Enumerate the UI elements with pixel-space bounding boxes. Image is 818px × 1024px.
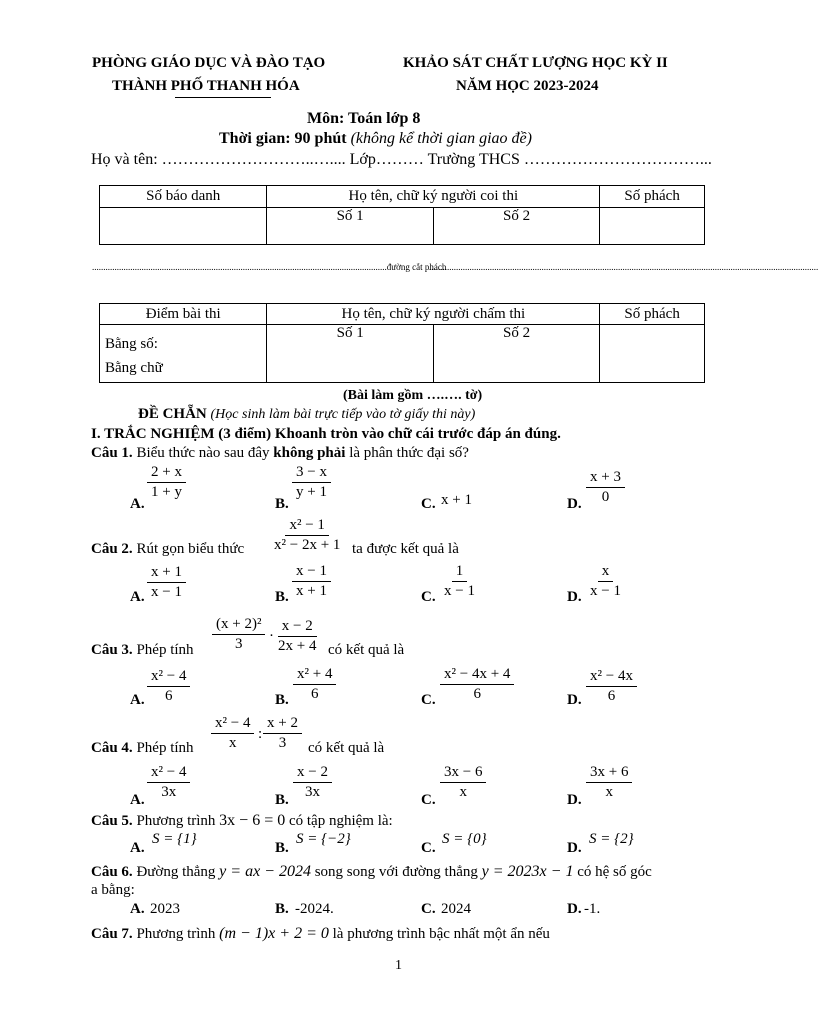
q1-option-b[interactable]: [292, 464, 331, 501]
q6-option-d[interactable]: -1.: [584, 901, 601, 917]
exam-code-line: [138, 406, 475, 423]
q7-text-after: là phương trình bậc nhất một ẩn nếu: [332, 926, 550, 942]
q6-option-b-letter[interactable]: B.: [275, 901, 289, 917]
q1-option-a[interactable]: [147, 464, 186, 501]
q5-option-d[interactable]: S = {2}: [589, 831, 634, 847]
q4-option-b-letter[interactable]: B.: [275, 792, 289, 808]
q3-c-num: x² − 4x + 4: [440, 666, 514, 685]
q4-e2-num: x + 2: [263, 715, 302, 734]
q2-text-after: ta được kết quả là: [352, 541, 459, 557]
q3-text-before: Phép tính: [136, 642, 194, 658]
q2-b-num: x − 1: [292, 563, 331, 582]
q5-option-c-letter[interactable]: C.: [421, 840, 436, 856]
q4-option-a[interactable]: [147, 764, 190, 801]
q4-d-den: x: [605, 784, 613, 800]
q3-expression-2: [274, 618, 320, 655]
q1-text-after: là phân thức đại số?: [349, 445, 469, 461]
city-name: THÀNH PHỐ THANH HÓA: [112, 78, 300, 94]
proctor-table: [99, 185, 705, 245]
q4-e2-den: 3: [278, 735, 287, 751]
q3-option-c[interactable]: [440, 666, 514, 703]
q5-equation: 3x − 6 = 0: [219, 812, 286, 829]
exam-code: ĐỀ CHẴN: [138, 406, 207, 422]
page-number: 1: [395, 958, 402, 973]
q1-option-c-letter[interactable]: C.: [421, 496, 436, 512]
q4-b-num: x − 2: [293, 764, 332, 783]
q2-option-a-letter[interactable]: A.: [130, 589, 145, 605]
q2-option-c[interactable]: [440, 563, 479, 600]
q5-text-after: có tập nghiệm là:: [288, 813, 393, 829]
q2-expr-num: x² − 1: [285, 517, 328, 536]
proctor-1-cell: Số 1: [267, 208, 433, 245]
q2-label: Câu 2.: [91, 541, 133, 557]
q2-c-num: 1: [452, 563, 468, 582]
q3-text-start: [91, 642, 194, 659]
q3-option-a-letter[interactable]: A.: [130, 692, 145, 708]
q4-a-den: 3x: [161, 784, 177, 800]
q1-a-den: 1 + y: [151, 484, 182, 500]
q2-option-b[interactable]: [292, 563, 331, 600]
q2-option-d-letter[interactable]: D.: [567, 589, 582, 605]
q4-d-num: 3x + 6: [586, 764, 632, 783]
q3-dot-operator: ·: [269, 628, 274, 644]
sheets-note: (Bài làm gồm ….…. tờ): [343, 388, 483, 403]
q6-option-c[interactable]: 2024: [441, 901, 471, 917]
q6-option-b[interactable]: -2024.: [295, 901, 334, 917]
q3-b-num: x² + 4: [293, 666, 336, 685]
q6-option-d-letter[interactable]: D.: [567, 901, 582, 917]
col-grader: Họ tên, chữ ký người chấm thi: [267, 304, 600, 325]
q5-text-before: Phương trình: [136, 813, 216, 829]
score-in-numbers-label: Bằng số:: [105, 336, 158, 352]
q2-text-start: [91, 541, 244, 558]
col-candidate-number: Số báo danh: [100, 186, 267, 208]
q7-text: [91, 925, 550, 943]
q5-option-b[interactable]: S = {−2}: [296, 831, 351, 847]
q1-option-d[interactable]: [586, 469, 625, 506]
q6-line-2: y = 2023x − 1: [481, 863, 574, 880]
q1-d-den: 0: [601, 489, 610, 505]
q6-line-1: y = ax − 2024: [219, 863, 311, 880]
q1-label: Câu 1.: [91, 445, 133, 461]
q1-option-c[interactable]: x + 1: [441, 492, 472, 508]
q1-bold: không phải: [273, 445, 346, 461]
q3-d-den: 6: [607, 688, 616, 704]
q2-expression: [270, 517, 344, 554]
q2-expr-den: x² − 2x + 1: [274, 537, 341, 553]
time-note: (không kể thời gian giao đề): [350, 130, 532, 147]
candidate-number-cell: [100, 208, 267, 245]
q4-option-d[interactable]: [586, 764, 632, 801]
q1-text: [91, 445, 469, 462]
q7-label: Câu 7.: [91, 926, 133, 942]
header-underline: [175, 97, 271, 98]
section-instruction: Khoanh tròn vào chữ cái trước đáp án đúng.: [274, 426, 561, 442]
q4-b-den: 3x: [304, 784, 320, 800]
q4-a-num: x² − 4: [147, 764, 190, 783]
q1-option-a-letter[interactable]: A.: [130, 496, 145, 512]
q2-text-before: Rút gọn biểu thức: [136, 541, 245, 557]
proctor-2-cell: Số 2: [433, 208, 599, 245]
q3-option-d-letter[interactable]: D.: [567, 692, 582, 708]
q6-text-mid: song song với đường thẳng: [314, 864, 478, 880]
q1-a-num: 2 + x: [147, 464, 186, 483]
department-name: PHÒNG GIÁO DỤC VÀ ĐÀO TẠO: [92, 55, 326, 71]
cut-line-right: .............................................................................................................................................................................: [429, 262, 818, 272]
q5-option-b-letter[interactable]: B.: [275, 840, 289, 856]
q5-option-d-letter[interactable]: D.: [567, 840, 582, 856]
q6-text-before: Đường thẳng: [136, 864, 216, 880]
q2-option-d[interactable]: [586, 563, 625, 600]
q4-c-num: 3x − 6: [440, 764, 486, 783]
grader-2-cell: Số 2: [433, 325, 599, 383]
q3-option-b[interactable]: [293, 666, 336, 703]
q4-text-start: [91, 740, 194, 757]
col-proctor: Họ tên, chữ ký người coi thi: [267, 186, 600, 208]
q4-option-a-letter[interactable]: A.: [130, 792, 145, 808]
section-title: [91, 426, 561, 443]
q3-option-d[interactable]: [586, 668, 637, 705]
col-score: Điểm bài thi: [100, 304, 267, 325]
q4-e1-den: x: [228, 735, 237, 751]
grading-table: [99, 303, 705, 383]
q6-text-after: có hệ số góc: [577, 864, 652, 880]
q3-e2-den: 2x + 4: [278, 638, 317, 654]
q6-text-line2: a bằng:: [91, 882, 135, 898]
q4-expression-1: [211, 715, 254, 752]
q2-a-den: x − 1: [151, 584, 182, 600]
q6-option-a[interactable]: 2023: [150, 901, 180, 917]
student-info-line: Họ và tên: ………………………..….... Lớp……… Trường THCS ……………………………...: [91, 151, 712, 168]
q4-option-c-letter[interactable]: C.: [421, 792, 436, 808]
cut-line-left: ...................................................................................................................................đường cắt phách: [92, 262, 447, 272]
q3-e1-num: (x + 2)²: [212, 616, 265, 635]
q3-e1-den: 3: [234, 636, 243, 652]
q2-b-den: x + 1: [296, 583, 327, 599]
q6-option-a-letter[interactable]: A.: [130, 901, 145, 917]
grader-1-cell: Số 1: [267, 325, 433, 383]
q4-c-den: x: [459, 784, 467, 800]
exam-title: KHẢO SÁT CHẤT LƯỢNG HỌC KỲ II: [403, 55, 668, 71]
q1-b-num: 3 − x: [292, 464, 331, 483]
q2-a-num: x + 1: [147, 564, 186, 583]
q4-divide-operator: :: [258, 726, 263, 742]
q1-option-d-letter[interactable]: D.: [567, 496, 582, 512]
q5-option-a[interactable]: S = {1}: [152, 831, 197, 847]
time-line: [219, 130, 532, 148]
q4-label: Câu 4.: [91, 740, 133, 756]
score-cell: [100, 325, 267, 383]
secret-code-cell-2: [600, 325, 705, 383]
q1-text-before: Biểu thức nào sau đây: [136, 445, 270, 461]
q5-option-c[interactable]: S = {0}: [442, 831, 487, 847]
q4-option-d-letter[interactable]: D.: [567, 792, 582, 808]
q4-expression-2: [263, 715, 302, 752]
q2-option-c-letter[interactable]: C.: [421, 589, 436, 605]
q1-d-num: x + 3: [586, 469, 625, 488]
q4-text-after: có kết quả là: [308, 740, 385, 756]
q2-option-a[interactable]: [147, 564, 186, 601]
q6-label: Câu 6.: [91, 864, 133, 880]
q6-option-c-letter[interactable]: C.: [421, 901, 436, 917]
q3-option-c-letter[interactable]: C.: [421, 692, 436, 708]
secret-code-cell: [600, 208, 705, 245]
q3-e2-num: x − 2: [278, 618, 317, 637]
q4-option-c[interactable]: [440, 764, 486, 801]
q3-c-den: 6: [473, 686, 481, 702]
q3-a-num: x² − 4: [147, 668, 190, 687]
q2-d-den: x − 1: [590, 583, 621, 599]
q6-text: [91, 863, 652, 881]
subject-title: Môn: Toán lớp 8: [307, 110, 421, 127]
col-secret-code: Số phách: [600, 186, 705, 208]
col-secret-code-2: Số phách: [600, 304, 705, 325]
score-in-words-label: Bằng chữ: [105, 360, 163, 376]
section-title-label: I. TRẮC NGHIỆM (3 điểm): [91, 426, 272, 442]
q3-option-a[interactable]: [147, 668, 190, 705]
q5-label: Câu 5.: [91, 813, 133, 829]
q3-option-b-letter[interactable]: B.: [275, 692, 289, 708]
q3-d-num: x² − 4x: [586, 668, 637, 687]
time-limit: Thời gian: 90 phút: [219, 130, 347, 147]
q3-text-after: có kết quả là: [328, 642, 405, 658]
q4-option-b[interactable]: [293, 764, 332, 801]
q3-b-den: 6: [310, 686, 319, 702]
q1-option-b-letter[interactable]: B.: [275, 496, 289, 512]
q7-equation: (m − 1)x + 2 = 0: [219, 925, 329, 942]
exam-code-note: (Học sinh làm bài trực tiếp vào tờ giấy thi này): [210, 407, 476, 422]
q4-e1-num: x² − 4: [211, 715, 254, 734]
q5-option-a-letter[interactable]: A.: [130, 840, 145, 856]
q2-option-b-letter[interactable]: B.: [275, 589, 289, 605]
q3-label: Câu 3.: [91, 642, 133, 658]
q2-d-num: x: [598, 563, 614, 582]
q1-b-den: y + 1: [296, 484, 327, 500]
q7-text-before: Phương trình: [136, 926, 216, 942]
q3-expression-1: [212, 616, 265, 653]
school-year: NĂM HỌC 2023-2024: [456, 78, 599, 94]
q5-text: [91, 812, 393, 830]
q4-text-before: Phép tính: [136, 740, 194, 756]
q2-c-den: x − 1: [444, 583, 475, 599]
q3-a-den: 6: [164, 688, 173, 704]
